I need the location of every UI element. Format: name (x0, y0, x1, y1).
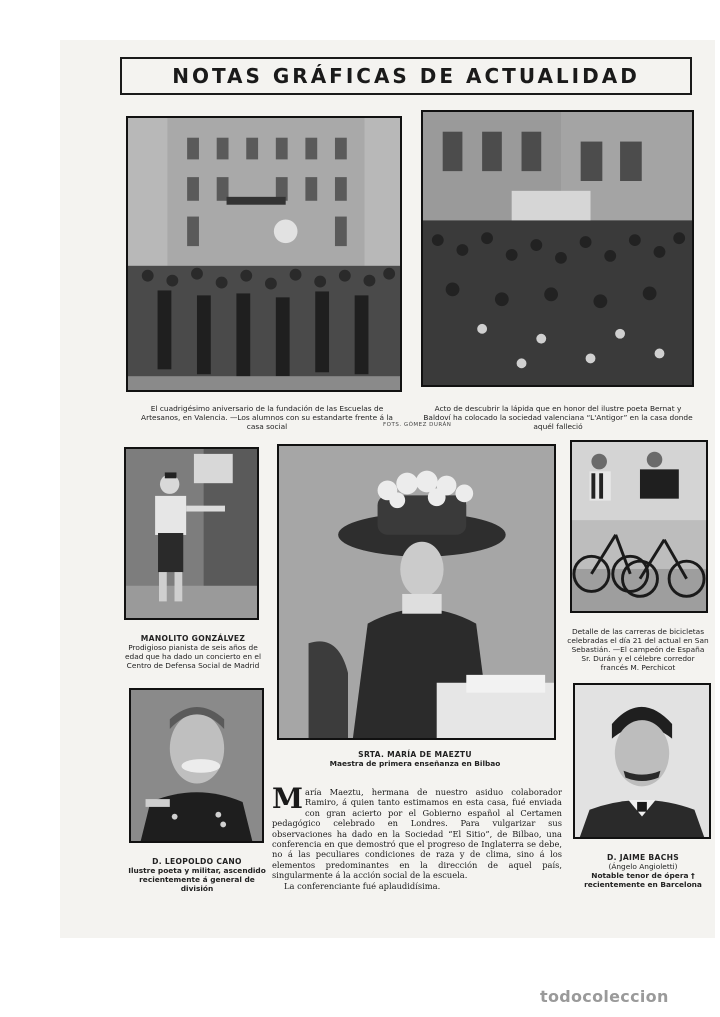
caption-bachs (573, 853, 713, 889)
caption-manolito (124, 634, 262, 670)
cano-name: D. LEOPOLDO CANO (152, 857, 242, 866)
maeztu-name: SRTA. MARÍA DE MAEZTU (358, 750, 472, 759)
photo-jaime-bachs (573, 683, 711, 839)
caption-carreras: Detalle de las carreras de bicicletas celebradas el día 21 del actual en San Sebastián. —El campeón de España Sr. Durán y el célebre corredor francés M. Perchicot (567, 627, 709, 672)
manolito-name: MANOLITO GONZÁLVEZ (140, 634, 246, 643)
article-closing: La conferenciante fué aplaudidísima. (284, 880, 441, 891)
article-text: aría Maeztu, hermana de nuestro asiduo colaborador Ramiro, á quien tanto estimamos en esta casa, fué enviada con gran acierto por el Gobierno español al Certamen pedagógico celebrado en Londres. Para vulgarizar sus observaciones ha dado en la Sociedad “El Sitio”, de Bilbao, una conferencia en que demostró que el progreso de Inglaterra se debe, no á las peculiares condiciones de raza y de clima, sino á los elementos predominantes en la dirección de aquel país, singularmente á la acción social de la escuela. (272, 787, 562, 881)
article-dropcap: M (272, 782, 303, 815)
photo-manolito (124, 447, 259, 620)
photo-leopoldo-cano (129, 688, 264, 843)
photo-escuelas-artesanos (126, 116, 402, 392)
page-title: NOTAS GRÁFICAS DE ACTUALIDAD (120, 57, 692, 95)
photo-maria-de-maeztu (277, 444, 556, 740)
photo-lapida (421, 110, 694, 387)
manolito-text: Prodigioso pianista de seis años de edad que ha dado un concierto en el Centro de Defensa Social de Madrid (124, 643, 262, 670)
photo-credit: FOTS. GÓMEZ DURÁN (383, 422, 452, 428)
bachs-text: Notable tenor de ópera † recientemente en Barcelona (584, 871, 702, 889)
watermark-logo: todocoleccion (540, 987, 669, 1006)
caption-lapida: Acto de descubrir la lápida que en honor del ilustre poeta Bernat y Baldoví ha colocado la sociedad valenciana “L'Antigor” en la casa donde aquél falleció (423, 404, 693, 431)
caption-maeztu (300, 750, 530, 768)
caption-cano (126, 857, 268, 893)
bachs-sub: (Ángelo Angioletti) (608, 862, 678, 871)
photo-carreras-bicicletas (570, 440, 708, 613)
maeztu-text: Maestra de primera enseñanza en Bilbao (329, 759, 501, 768)
caption-escuelas: El cuadrigésimo aniversario de la fundación de las Escuelas de Artesanos, en Valencia. —Los alumnos con su estandarte frente á la casa social (141, 404, 393, 431)
cano-text: Ilustre poeta y militar, ascendido recientemente á general de división (128, 866, 266, 893)
article-body (272, 782, 562, 891)
bachs-name: D. JAIME BACHS (606, 853, 679, 862)
